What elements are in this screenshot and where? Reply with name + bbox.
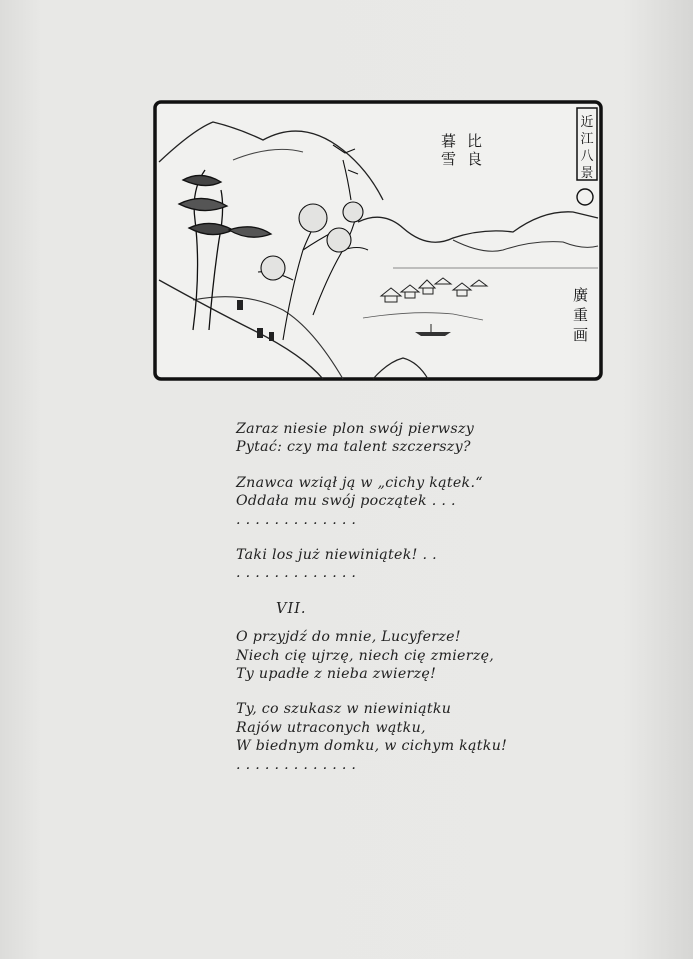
stanza-1 bbox=[236, 420, 566, 457]
poem-line: Taki los już niewiniątek! . . bbox=[236, 547, 437, 564]
poem-line: Zaraz niesie plon swój pierwszy bbox=[236, 421, 475, 437]
stanza-5 bbox=[236, 700, 566, 774]
stanza-4 bbox=[236, 628, 566, 683]
poem-line: Oddała mu swój początek . . . bbox=[236, 493, 456, 510]
poem-line: Znawca wziął ją w „cichy kątek.“ bbox=[236, 474, 483, 491]
poem-line: O przyjdź do mnie, Lucyferze! bbox=[236, 629, 461, 646]
ellipsis-line: . . . . . . . . . . . . . bbox=[236, 756, 357, 773]
inscription-char-3: 暮 bbox=[441, 132, 457, 150]
woodblock-print bbox=[153, 100, 603, 381]
signature-char-2: 重 bbox=[573, 306, 589, 324]
poem bbox=[236, 420, 566, 791]
inscription-char-2: 良 bbox=[467, 150, 483, 168]
title-cartouche-char-4: 景 bbox=[580, 166, 594, 181]
inscription-char-4: 雪 bbox=[441, 150, 457, 168]
poem-line: W biednym domku, w cichym kątku! bbox=[236, 738, 508, 755]
stanza-2 bbox=[236, 474, 566, 529]
ellipsis-line: . . . . . . . . . . . . . bbox=[236, 565, 357, 582]
signature-char-1: 廣 bbox=[573, 286, 589, 304]
poem-line: Rajów utraconych wątku, bbox=[236, 719, 426, 736]
section-heading: VII. bbox=[276, 600, 307, 617]
poem-line: Pytać: czy ma talent szczerszy? bbox=[236, 439, 471, 456]
title-cartouche-char-1: 近 bbox=[580, 115, 594, 130]
inscription-char-1: 比 bbox=[467, 132, 483, 150]
signature-char-3: 画 bbox=[573, 326, 589, 344]
title-cartouche-char-3: 八 bbox=[580, 149, 594, 164]
landscape-illustration bbox=[153, 100, 603, 381]
ellipsis-line: . . . . . . . . . . . . . bbox=[236, 511, 357, 528]
poem-line: Ty, co szukasz w niewiniątku bbox=[236, 701, 452, 718]
poem-line: Ty upadłe z nieba zwierzę! bbox=[236, 666, 437, 683]
poem-line: Niech cię ujrzę, niech cię zmierzę, bbox=[236, 647, 495, 664]
stanza-3 bbox=[236, 546, 566, 583]
title-cartouche-char-2: 江 bbox=[580, 132, 594, 147]
